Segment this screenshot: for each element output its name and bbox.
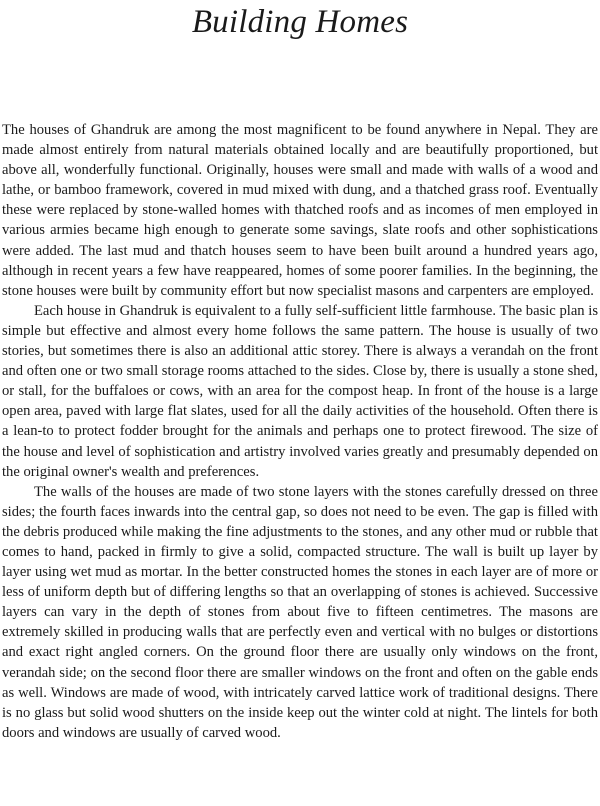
- paragraph-2: Each house in Ghandruk is equivalent to a fully self-sufficient little farmhouse. The basic plan is simple but effective and almost every home follows the same pattern. The house is usually of two stories, but sometimes there is also an additional attic storey. There is always a verandah on the front and often one or two small storage rooms attached to the sides. Close by, there is usually a stone shed, or stall, for the buffaloes or cows, with an area for the compost heap. In front of the house is a large open area, paved with large flat slates, used for all the daily activities of the household. Often there is a lean-to to protect fodder brought for the animals and perhaps one to protect firewood. The size of the house and level of sophistication and artistry involved varies greatly and presumably depended on the original owner's wealth and preferences.: [2, 302, 598, 480]
- paragraph-3: The walls of the houses are made of two stone layers with the stones carefully dressed on three sides; the fourth faces inwards into the central gap, so does not need to be even. The gap is filled with the debris produced while making the fine adjustments to the stones, and any other mud or rubble that comes to hand, packed in firmly to give a solid, compacted structure. The wall is built up layer by layer using wet mud as mortar. In the better constructed homes the stones in each layer are of more or less of uniform depth but of differing lengths so that an overlapping of stones is achieved. Successive layers can vary in the depth of stones from about five to fifteen centimetres. The masons are extremely skilled in producing walls that are perfectly even and vertical with no bulges or distortions and exact right angled corners. On the ground floor there are usually only windows on the front, verandah side; on the second floor there are smaller windows on the front and often on the gable ends as well. Windows are made of wood, with intricately carved lattice work of traditional designs. There is no glass but solid wood shutters on the inside keep out the winter cold at night. The lintels for both doors and windows are usually of carved wood.: [2, 483, 598, 741]
- body-text: [2, 120, 598, 743]
- paragraph-1: The houses of Ghandruk are among the most magnificent to be found anywhere in Nepal. They are made almost entirely from natural materials obtained locally and are beautifully proportioned, but above all, wonderfully functional. Originally, houses were small and made with walls of a wood and lathe, or bamboo framework, covered in mud mixed with dung, and a thatched grass roof. Eventually these were replaced by stone-walled homes with thatched roofs and as incomes of men employed in various armies became high enough to generate some savings, slate roofs and other sophistications were added. The last mud and thatch houses seem to have been built around a hundred years ago, although in recent years a few have reappeared, homes of some poorer families. In the beginning, the stone houses were built by community effort but now specialist masons and carpenters are employed.: [2, 122, 598, 299]
- page-title: Building Homes: [191, 4, 409, 40]
